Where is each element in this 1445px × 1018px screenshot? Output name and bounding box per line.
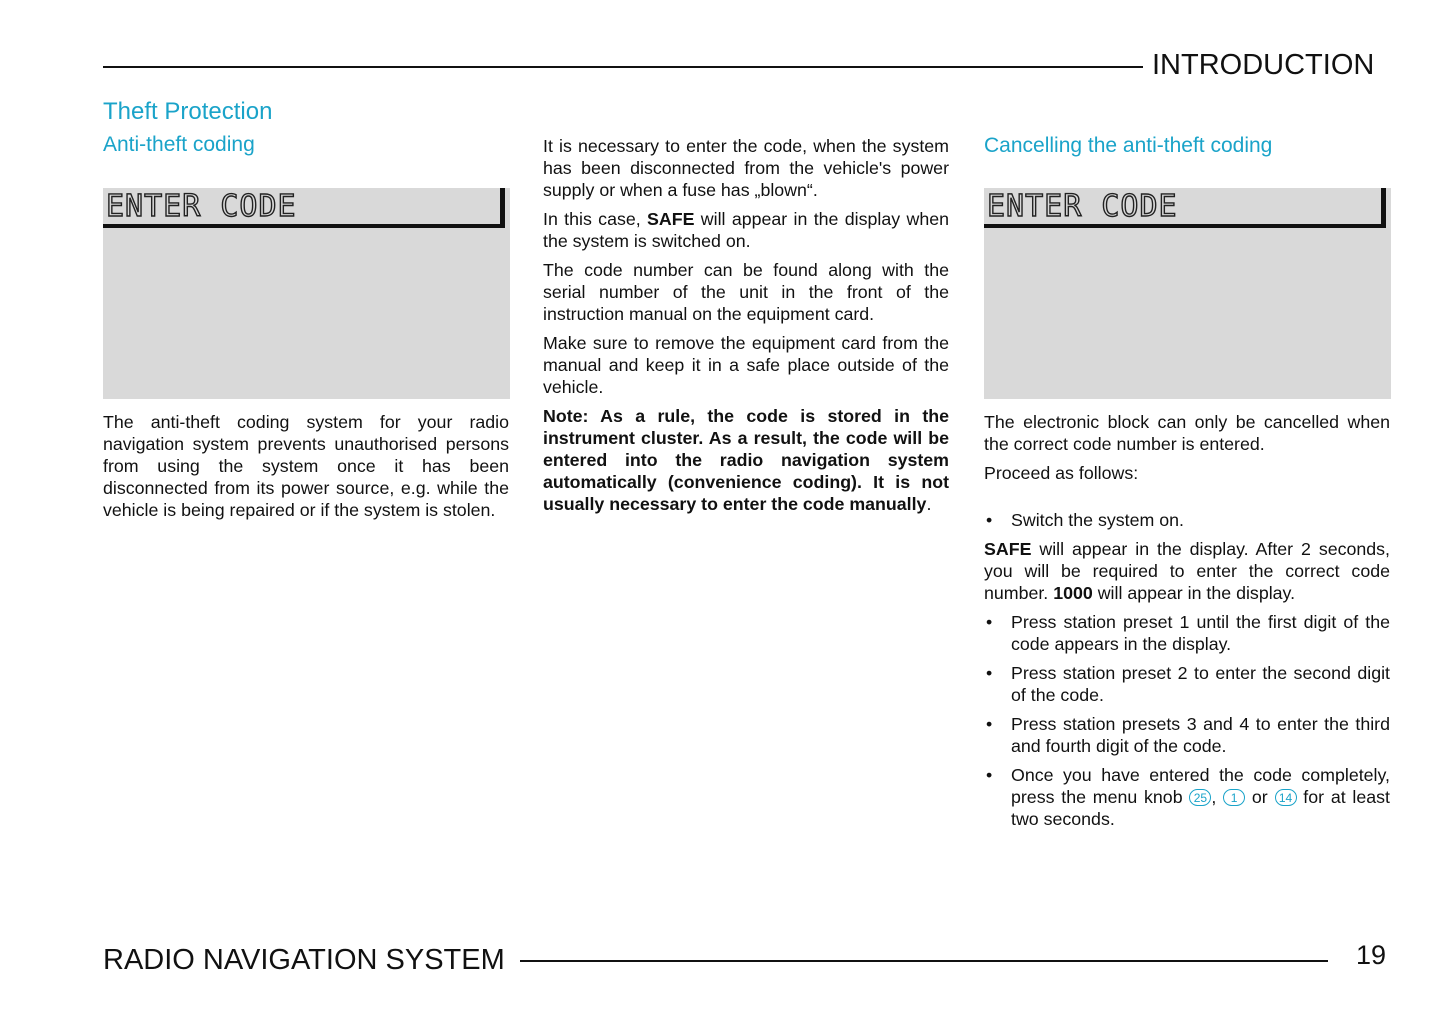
col3-p1: The electronic block can only be cancelled when the correct code number is entered. — [984, 412, 1390, 454]
bullet-icon: • — [986, 612, 993, 632]
header-rule — [103, 66, 1143, 68]
lcd-code-dot-matrix — [984, 188, 1391, 399]
col3-steps-a — [984, 509, 1390, 531]
col2-p4: Make sure to remove the equipment card from the manual and keep it in a safe place outside of the vehicle. — [543, 333, 949, 397]
knob-14-icon: 14 — [1275, 789, 1297, 806]
lcd-display-safe — [103, 188, 510, 399]
col1-body: The anti-theft coding system for your radio navigation system prevents unauthorised persons from using the system once it has been disconnected from its power source, e.g. while the vehicle is being repaired or if the system is stolen. — [103, 412, 509, 520]
knob-1-icon: 1 — [1223, 789, 1245, 806]
page-number: 19 — [1356, 940, 1387, 970]
col2-note: Note: As a rule, the code is stored in the instrument cluster. As a result, the code will be entered into the radio navigation system automatically (convenience coding). It is not usually necessary to enter the code manually. — [543, 406, 949, 514]
lcd-display-code — [984, 188, 1391, 399]
knob-25-icon: 25 — [1189, 789, 1211, 806]
col3-p3: SAFE will appear in the display. After 2 seconds, you will be required to enter the correct code number. 1000 will appear in the display. — [984, 539, 1390, 603]
anti-theft-coding-heading: Anti-theft coding — [103, 133, 255, 156]
bullet-icon: • — [986, 714, 993, 734]
lcd-safe-dot-matrix — [103, 188, 510, 399]
col3-p2: Proceed as follows: — [984, 463, 1139, 483]
step-menu-knob: • Once you have entered the code completely, press the menu knob 25 , 1 or 14 for at least two seconds. — [986, 765, 1390, 829]
col2-p3: The code number can be found along with the serial number of the unit in the front of the instruction manual on the equipment card. — [543, 260, 949, 324]
manual-title: RADIO NAVIGATION SYSTEM — [103, 944, 505, 976]
col2-p1: It is necessary to enter the code, when the system has been disconnected from the vehicle's power supply or when a fuse has „blown“. — [543, 136, 949, 200]
bullet-icon: • — [986, 510, 993, 530]
cancelling-anti-theft-heading: Cancelling the anti-theft coding — [984, 134, 1273, 157]
step-switch-on: • Switch the system on. — [986, 510, 1184, 530]
footer-rule — [520, 960, 1328, 962]
step-preset-3-4: • Press station presets 3 and 4 to enter the third and fourth digit of the code. — [986, 714, 1390, 756]
theft-protection-heading: Theft Protection — [103, 98, 273, 125]
step-preset-2: • Press station preset 2 to enter the second digit of the code. — [986, 663, 1390, 705]
section-title: INTRODUCTION — [1152, 49, 1375, 81]
col2-p2: In this case, SAFE will appear in the display when the system is switched on. — [543, 209, 949, 251]
bullet-icon: • — [986, 663, 993, 683]
step-preset-1: • Press station preset 1 until the first digit of the code appears in the display. — [986, 612, 1390, 654]
lcd-enter-code-label: ENTER CODE — [106, 189, 297, 224]
lcd-enter-code-label: ENTER CODE — [987, 189, 1178, 224]
col3-steps-b — [984, 611, 1390, 830]
bullet-icon: • — [986, 765, 993, 785]
